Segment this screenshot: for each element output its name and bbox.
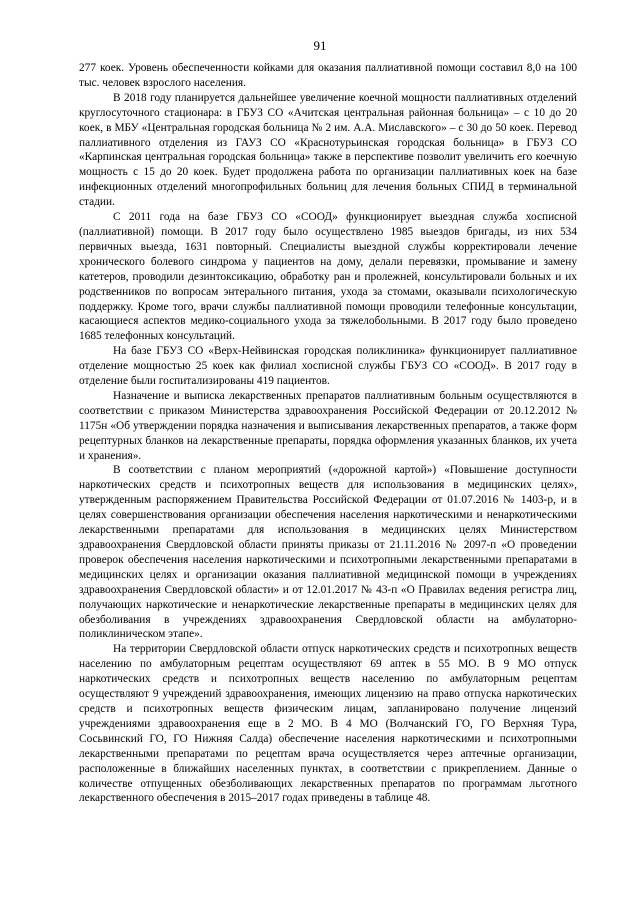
paragraph-pharmacy-dispensing: На территории Свердловской области отпуск наркотических средств и психотропных веществ населению по амбулаторным рецептам осуществляют 69 аптек в 55 МО. В 9 МО отпуск наркотических средств и психотропных веществ населению по амбулаторным рецептам осуществляют 9 учреждений здравоохранения, имеющих лицензию на право отпуска наркотических средств и психотропных веществ физическим лицам, запланировано получение лицензий учреждениями здравоохранения еще в 2 МО. В 4 МО (Волчанский ГО, ГО Верхняя Тура, Сосьвинский ГО, ГО Нижняя Салда) обеспечение населения наркотическими и психотропными лекарственными препаратами по рецептам врача осуществляется через аптечные организации, расположенные в ближайших населенных пунктах, в соответствии с прикреплением. Данные о количестве отпущенных обезболивающих лекарственных препаратов по программам льготного лекарственного обеспечения в 2015–2017 годах приведены в таблице 48. [79,643,577,805]
paragraph-palliative-beds-level: 277 коек. Уровень обеспеченности койками для оказания паллиативной помощи составил 8,0 на 100 тыс. человек взрослого населения. [79,62,577,89]
page-number: 91 [313,38,327,53]
paragraph-verkh-neivinsk-department: На базе ГБУЗ СО «Верх-Нейвинская городская поликлиника» функционирует паллиативное отделение мощностью 25 коек как филиал хосписной службы ГБУЗ СО «СООД». В 2017 году в отделение были госпитализированы 419 пациентов. [79,345,577,388]
paragraph-2018-bed-expansion: В 2018 году планируется дальнейшее увеличение коечной мощности паллиативных отделений круглосуточного стационара: в ГБУЗ СО «Ачитская центральная районная больница» – с 10 до 20 коек, в МБУ «Центральная городская больница № 2 им. А.А. Миславского» – с 30 до 50 коек. Перевод паллиативного отделения из ГАУЗ СО «Краснотурьинская городская больница» в ГБУЗ СО «Карпинская центральная городская больница» также в перспективе позволит увеличить его коечную мощность с 15 до 20 коек. Будет продолжена работа по организации паллиативных коек на базе инфекционных отделений многопрофильных больниц для лечения больных СПИД в терминальной стадии. [79,91,577,209]
paragraph-prescription-order: Назначение и выписка лекарственных препаратов паллиативным больным осуществляются в соответствии с приказом Министерства здравоохранения Российской Федерации от 20.12.2012 № 1175н «Об утверждении порядка назначения и выписывания лекарственных препаратов, а также форм рецептурных бланков на лекарственные препараты, порядка оформления указанных бланков, их учета и хранения». [79,389,577,462]
paragraph-roadmap-orders: В соответствии с планом мероприятий («дорожной картой») «Повышение доступности наркотических средств и психотропных веществ для использования в медицинских целях», утвержденным распоряжением Правительства Российской Федерации от 01.07.2016 № 1403-р, и в целях совершенствования организации обеспечения населения наркотическими и ненаркотическими лекарственными препаратами для использования в медицинских целях Министерством здравоохранения Свердловской области приняты приказы от 21.11.2016 № 2097-п «О проведении проверок обеспечения населения наркотическими и психотропными лекарственными препаратами в медицинских целях и организации оказания паллиативной медицинской помощи в учреждениях здравоохранения Свердловской области» и от 12.01.2017 № 43-п «О Правилах ведения регистра лиц, получающих наркотические и ненаркотические лекарственные препараты в медицинских целях для обезболивания в учреждениях здравоохранения Свердловской области на амбулаторно-поликлиническом этапе». [79,464,577,641]
paragraph-hospice-field-service: С 2011 года на базе ГБУЗ СО «СООД» функционирует выездная служба хосписной (паллиативной) помощи. В 2017 году было осуществлено 1985 выездов бригады, из них 534 первичных выезда, 1631 повторный. Специалисты выездной службы корректировали лечение хронического болевого синдрома у пациентов на дому, делали перевязки, промывание и замену катетеров, проводили дезинтоксикацию, обработку ран и пролежней, консультировали больных и их родственников по вопросам энтерального питания, ухода за стомами, оказывали психологическую поддержку. Кроме того, врачи службы паллиативной помощи проводили телефонные консультации, касающиеся аспектов медико-социального ухода за тяжелобольными. В 2017 году было проведено 1685 телефонных консультаций. [79,211,577,343]
document-body [79,61,577,806]
